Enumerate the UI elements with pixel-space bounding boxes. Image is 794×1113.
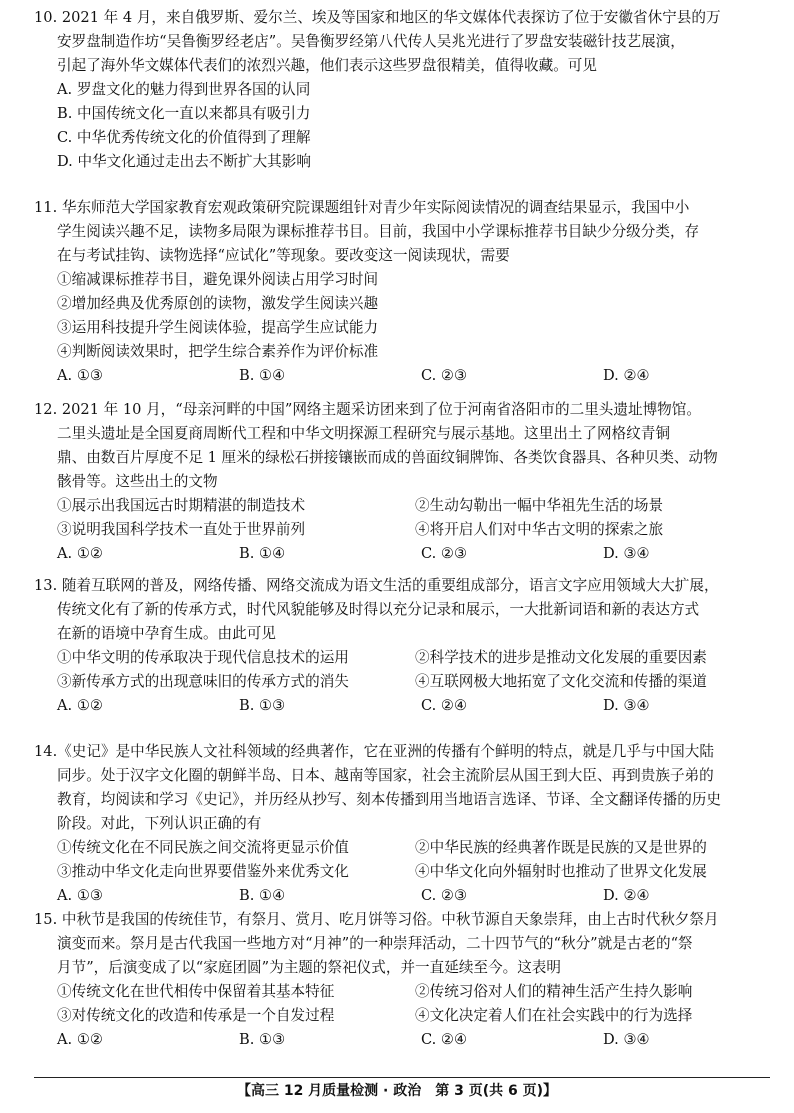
question-stem-line: 14.《史记》是中华民族人文社科领域的经典著作，它在亚洲的传播有个鲜明的特点，就是几乎与中国大陆 <box>34 743 714 760</box>
choice-a: A. ①② <box>57 697 103 714</box>
question-stem-line: 传统文化有了新的传承方式，时代风貌能够及时得以充分记录和展示，一大批新词语和新的表达方式 <box>57 601 700 618</box>
statement-2: ②生动勾勒出一幅中华祖先生活的场景 <box>415 497 664 514</box>
choice-c: C. ②④ <box>421 1031 468 1048</box>
question-stem-line: 13. 随着互联网的普及，网络传播、网络交流成为语文生活的重要组成部分，语言文字应用领域大大扩展， <box>34 577 719 594</box>
question-stem-line: 安罗盘制造作坊“吴鲁衡罗经老店”。吴鲁衡罗经第八代传人吴兆光进行了罗盘安装磁针技艺展演， <box>57 33 685 50</box>
choice-c: C. ②③ <box>421 545 468 562</box>
choice-d: D. ③④ <box>603 697 650 714</box>
choice-row <box>34 694 770 718</box>
question-stem-line: 10. 2021 年 4 月，来自俄罗斯、爱尔兰、埃及等国家和地区的华文媒体代表探访了位于安徽省休宁县的万 <box>34 9 721 26</box>
question-stem-line: 月节”，后演变成了以“家庭团圆”为主题的祭祀仪式，并一直延续至今。这表明 <box>57 959 561 976</box>
statement-2: ②科学技术的进步是推动文化发展的重要因素 <box>415 649 707 666</box>
statement-2: ②中华民族的经典著作既是民族的又是世界的 <box>415 839 707 856</box>
option-a: A. 罗盘文化的魅力得到世界各国的认同 <box>57 81 311 98</box>
page-footer: 【高三 12 月质量检测 · 政治 第 3 页(共 6 页)】 <box>236 1083 558 1099</box>
choice-b: B. ①③ <box>239 697 286 714</box>
choice-d: D. ③④ <box>603 545 650 562</box>
choice-d: D. ②④ <box>603 367 650 384</box>
choice-a: A. ①② <box>57 545 103 562</box>
statement-4: ④互联网极大地拓宽了文化交流和传播的渠道 <box>415 673 707 690</box>
choice-c: C. ②④ <box>421 697 468 714</box>
question-stem-line: 15. 中秋节是我国的传统佳节，有祭月、赏月、吃月饼等习俗。中秋节源自天象崇拜，由上古时代秋夕祭月 <box>34 911 719 928</box>
statement-3: ③运用科技提升学生阅读体验，提高学生应试能力 <box>57 319 379 336</box>
question-stem-line: 同步。处于汉字文化圈的朝鲜半岛、日本、越南等国家，社会主流阶层从国王到大臣、再到贵族子弟的 <box>57 767 714 784</box>
question-stem-line: 12. 2021 年 10 月，“母亲河畔的中国”网络主题采访团来到了位于河南省洛阳市的二里头遗址博物馆。 <box>34 401 701 418</box>
statement-2: ②增加经典及优秀原创的读物，激发学生阅读兴趣 <box>57 295 379 312</box>
statement-4: ④中华文化向外辐射时也推动了世界文化发展 <box>415 863 707 880</box>
statement-row <box>34 494 770 518</box>
question-stem-line: 鼎、由数百片厚度不足 1 厘米的绿松石拼接镶嵌而成的兽面纹铜牌饰、各类饮食器具、各种贝类、动物 <box>57 449 718 466</box>
choice-d: D. ③④ <box>603 1031 650 1048</box>
question-stem-line: 二里头遗址是全国夏商周断代工程和中华文明探源工程研究与展示基地。这里出土了网格纹青铜 <box>57 425 670 442</box>
statement-3: ③对传统文化的改造和传承是一个自发过程 <box>57 1007 335 1024</box>
choice-b: B. ①④ <box>239 367 286 384</box>
statement-1: ①传统文化在不同民族之间交流将更显示价值 <box>57 839 349 856</box>
question-15 <box>34 908 770 1052</box>
question-10 <box>34 6 770 174</box>
choice-row <box>34 542 770 566</box>
question-13 <box>34 574 770 718</box>
option-c: C. 中华优秀传统文化的价值得到了理解 <box>57 129 311 146</box>
statement-row <box>34 646 770 670</box>
statement-1: ①中华文明的传承取决于现代信息技术的运用 <box>57 649 349 666</box>
question-stem-line: 教育，均阅读和学习《史记》，并历经从抄写、刻本传播到用当地语言选译、节译、全文翻译传播的历史 <box>57 791 722 808</box>
question-12 <box>34 398 770 566</box>
statement-3: ③新传承方式的出现意味旧的传承方式的消失 <box>57 673 349 690</box>
question-stem-line: 引起了海外华文媒体代表们的浓烈兴趣，他们表示这些罗盘很精美，值得收藏。可见 <box>57 57 597 74</box>
statement-3: ③推动中华文化走向世界要借鉴外来优秀文化 <box>57 863 349 880</box>
statement-4: ④判断阅读效果时，把学生综合素养作为评价标准 <box>57 343 379 360</box>
statement-4: ④文化决定着人们在社会实践中的行为选择 <box>415 1007 693 1024</box>
statement-row <box>34 1004 770 1028</box>
statement-row <box>34 980 770 1004</box>
choice-row <box>34 1028 770 1052</box>
statement-2: ②传统习俗对人们的精神生活产生持久影响 <box>415 983 693 1000</box>
statement-row <box>34 860 770 884</box>
question-stem-line: 阶段。对此，下列认识正确的有 <box>57 815 262 832</box>
question-stem-line: 在与考试挂钩、读物选择“应试化”等现象。要改变这一阅读现状，需要 <box>57 247 510 264</box>
choice-row <box>34 884 770 908</box>
option-d: D. 中华文化通过走出去不断扩大其影响 <box>57 153 311 170</box>
statement-3: ③说明我国科学技术一直处于世界前列 <box>57 521 306 538</box>
question-14 <box>34 740 770 908</box>
statement-1: ①缩减课标推荐书目，避免课外阅读占用学习时间 <box>57 271 379 288</box>
choice-a: A. ①③ <box>57 887 103 904</box>
choice-a: A. ①② <box>57 1031 103 1048</box>
choice-a: A. ①③ <box>57 367 103 384</box>
choice-b: B. ①③ <box>239 1031 286 1048</box>
option-b: B. 中国传统文化一直以来都具有吸引力 <box>57 105 311 122</box>
question-stem-line: 在新的语境中孕育生成。由此可见 <box>57 625 276 642</box>
choice-c: C. ②③ <box>421 367 468 384</box>
statement-row <box>34 836 770 860</box>
statement-4: ④将开启人们对中华古文明的探索之旅 <box>415 521 664 538</box>
question-stem-line: 演变而来。祭月是古代我国一些地方对“月神”的一种崇拜活动，二十四节气的“秋分”就是古老的“祭 <box>57 935 693 952</box>
choice-b: B. ①④ <box>239 887 286 904</box>
question-stem-line: 11. 华东师范大学国家教育宏观政策研究院课题组针对青少年实际阅读情况的调查结果显示，我国中小 <box>34 199 690 216</box>
choice-row <box>34 364 770 388</box>
statement-row <box>34 518 770 542</box>
choice-c: C. ②③ <box>421 887 468 904</box>
statement-1: ①展示出我国远古时期精湛的制造技术 <box>57 497 306 514</box>
question-stem-line: 骸骨等。这些出土的文物 <box>57 473 218 490</box>
statement-1: ①传统文化在世代相传中保留着其基本特征 <box>57 983 335 1000</box>
footer-divider <box>34 1077 770 1078</box>
statement-row <box>34 670 770 694</box>
choice-b: B. ①④ <box>239 545 286 562</box>
question-stem-line: 学生阅读兴趣不足，读物多局限为课标推荐书目。目前，我国中小学课标推荐书目缺少分级分类，存 <box>57 223 700 240</box>
question-11 <box>34 196 770 388</box>
choice-d: D. ②④ <box>603 887 650 904</box>
